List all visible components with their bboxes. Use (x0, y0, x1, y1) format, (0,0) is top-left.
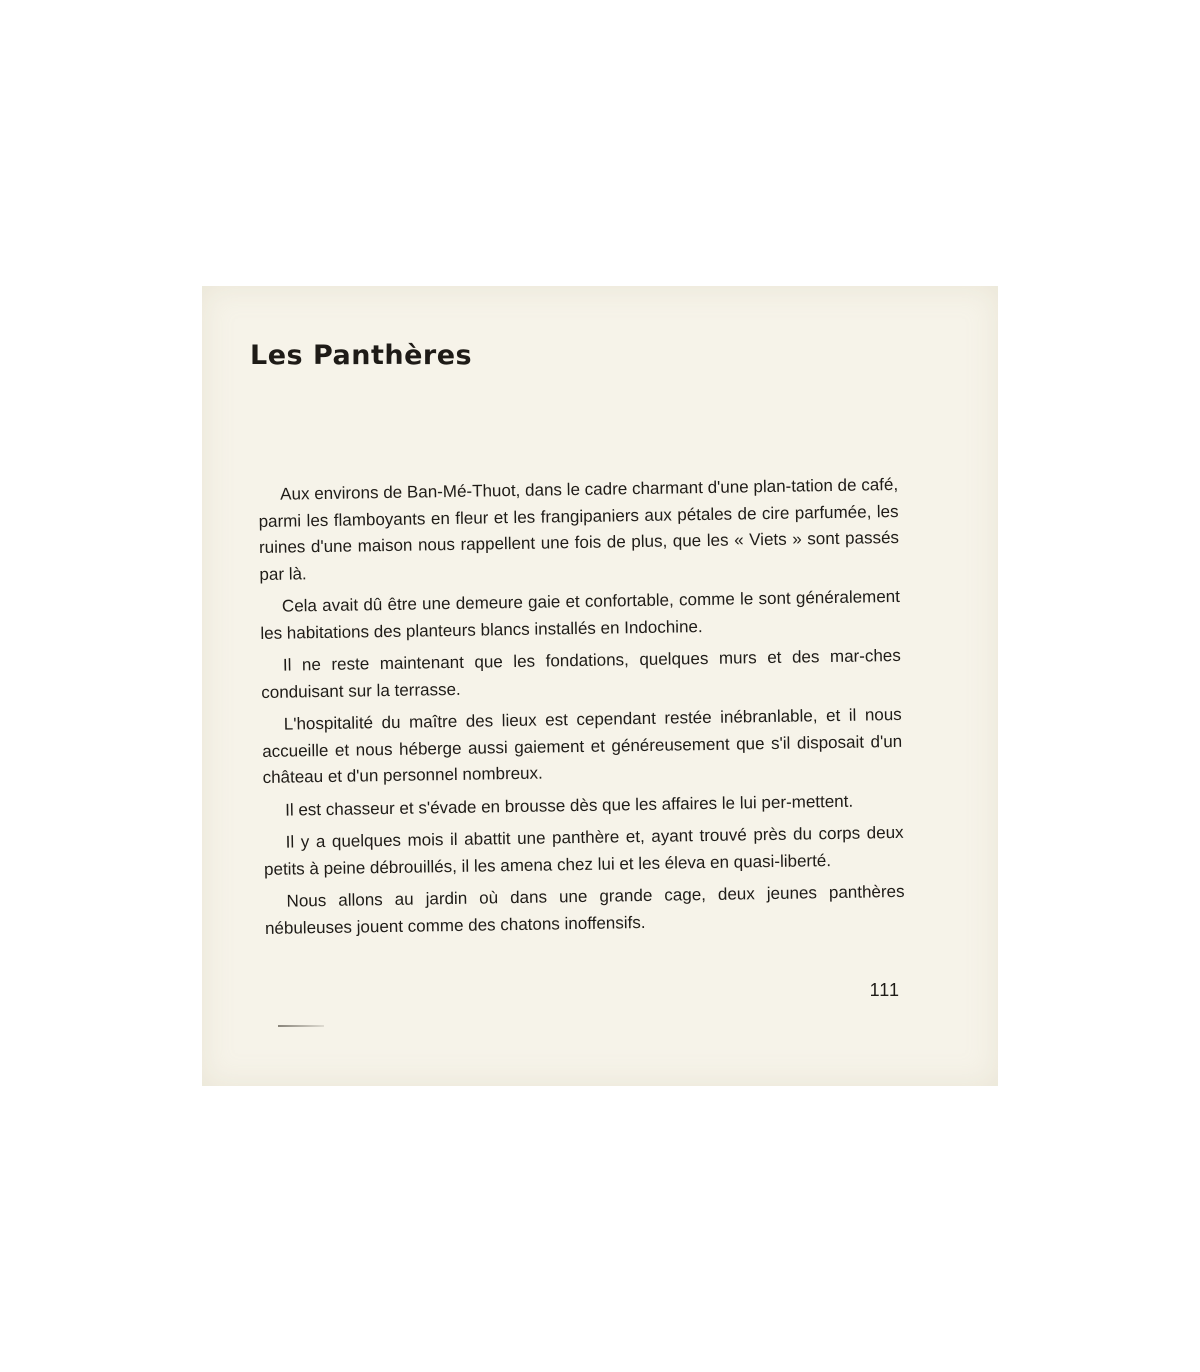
chapter-title: Les Panthères (250, 340, 473, 371)
paragraph: Il ne reste maintenant que les fondations, quelques murs et des mar-ches conduisant sur la terrasse. (261, 645, 901, 702)
paragraph: Il est chasseur et s'évade en brousse dès que les affaires le lui per-mettent. (285, 791, 854, 820)
body-text (258, 472, 905, 948)
paragraph: Cela avait dû être une demeure gaie et confortable, comme le sont généralement les habitations des planteurs blancs installés en Indochine. (260, 586, 901, 643)
paragraph: Aux environs de Ban-Mé-Thuot, dans le cadre charmant d'une plan-tation de café, parmi les flamboyants en fleur et les frangipaniers aux pétales de cire parfumée, les ruines d'une maison nous rappellent une fois de plus, que les « Viets » sont passés par là. (258, 474, 900, 584)
ink-smudge (278, 1025, 324, 1027)
paragraph: L'hospitalité du maître des lieux est cependant restée inébranlable, et il nous accueille et nous héberge aussi gaiement et généreusement que s'il disposait d'un château et d'un personnel nombreux. (262, 704, 903, 787)
paragraph: Nous allons au jardin où dans une grande cage, deux jeunes panthères nébuleuses jouent comme des chatons inoffensifs. (264, 881, 905, 938)
page-number: 111 (869, 980, 900, 1000)
paragraph: Il y a quelques mois il abattit une panthère et, ayant trouvé près du corps deux petits à peine débrouillés, il les amena chez lui et les éleva en quasi-liberté. (263, 822, 904, 879)
book-page (202, 286, 998, 1086)
